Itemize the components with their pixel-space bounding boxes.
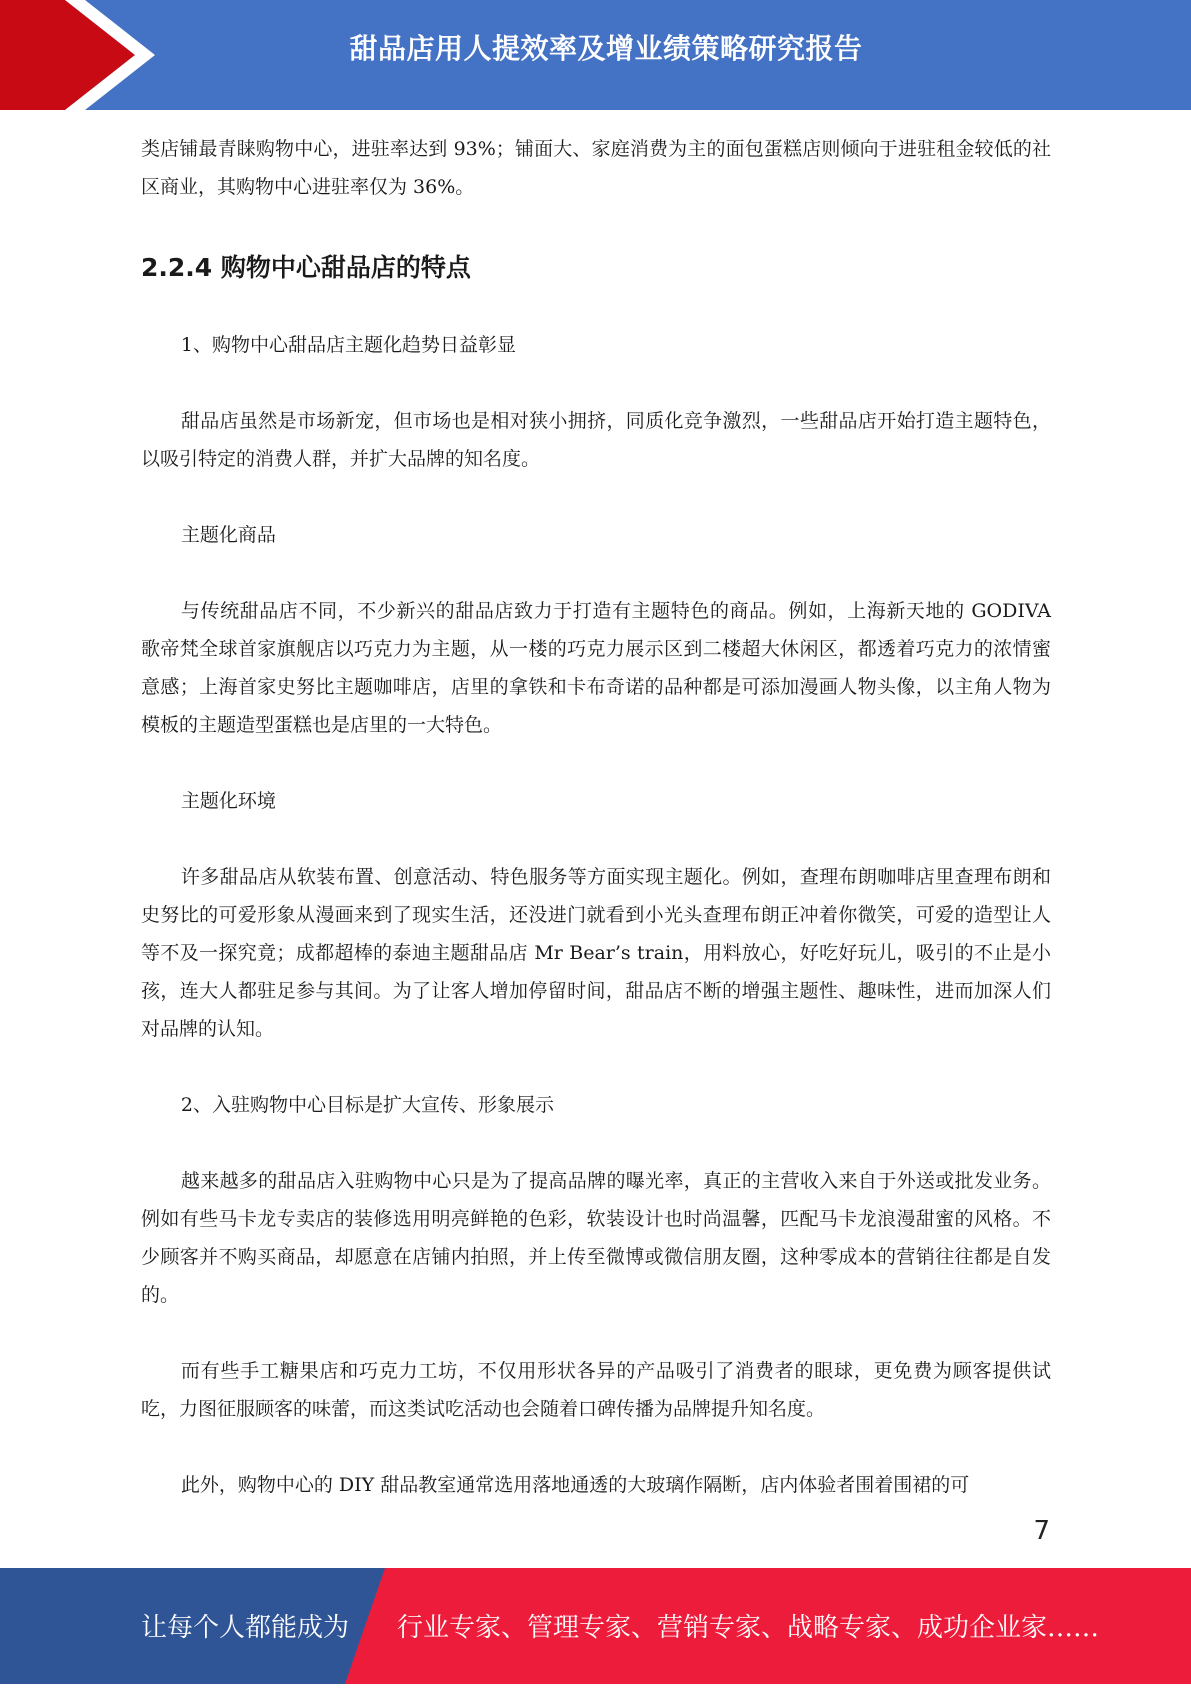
sub1-title: 主题化商品: [180, 524, 276, 546]
sub1-paragraph: 与传统甜品店不同，不少新兴的甜品店致力于打造有主题特色的商品。例如，上海新天地的 GODIVA 歌帝梵全球首家旗舰店以巧克力为主题，从一楼的巧克力展示区到二楼超大休闲区，都透着巧克力的浓情蜜意感；上海首家史努比主题咖啡店，店里的拿铁和卡布奇诺的品种都是可添加漫画人物头像，以主角人物为模板的主题造型蛋糕也是店里的一大特色。: [141, 600, 1051, 736]
intro-paragraph: 类店铺最青睐购物中心，进驻率达到 93%；铺面大、家庭消费为主的面包蛋糕店则倾向于进驻租金较低的社区商业，其购物中心进驻率仅为 36%。: [141, 138, 1051, 198]
point2-title: 2、入驻购物中心目标是扩大宣传、形象展示: [180, 1094, 554, 1116]
point2-paragraph-2: 而有些手工糖果店和巧克力工坊，不仅用形状各异的产品吸引了消费者的眼球，更免费为顾客提供试吃，力图征服顾客的味蕾，而这类试吃活动也会随着口碑传播为品牌提升知名度。: [141, 1360, 1051, 1420]
page-footer-band: [0, 1568, 1191, 1684]
report-title: 甜品店用人提效率及增业绩策略研究报告: [349, 32, 863, 65]
section-heading: 2.2.4 购物中心甜品店的特点: [141, 253, 471, 282]
point1-title: 1、购物中心甜品店主题化趋势日益彰显: [180, 334, 516, 356]
page-number: 7: [1033, 1516, 1050, 1546]
page-header-band: [0, 0, 1191, 110]
sub2-paragraph: 许多甜品店从软装布置、创意活动、特色服务等方面实现主题化。例如，查理布朗咖啡店里查理布朗和史努比的可爱形象从漫画来到了现实生活，还没进门就看到小光头查理布朗正冲着你微笑，可爱的造型让人等不及一探究竟；成都超棒的泰迪主题甜品店 Mr Bear’s train，用料放心，好吃好玩儿，吸引的不止是小孩，连大人都驻足参与其间。为了让客人增加停留时间，甜品店不断的增强主题性、趣味性，进而加深人们对品牌的认知。: [141, 866, 1051, 1040]
point2-paragraph-1: 越来越多的甜品店入驻购物中心只是为了提高品牌的曝光率，真正的主营收入来自于外送或批发业务。例如有些马卡龙专卖店的装修选用明亮鲜艳的色彩，软装设计也时尚温馨，匹配马卡龙浪漫甜蜜的风格。不少顾客并不购买商品，却愿意在店铺内拍照，并上传至微博或微信朋友圈，这种零成本的营销往往都是自发的。: [141, 1170, 1051, 1306]
point2-paragraph-3: 此外，购物中心的 DIY 甜品教室通常选用落地通透的大玻璃作隔断，店内体验者围着围裙的可: [180, 1474, 970, 1496]
footer-slogan-left: 让每个人都能成为: [141, 1613, 350, 1643]
footer-slogan-right: 行业专家、管理专家、营销专家、战略专家、成功企业家……: [397, 1613, 1100, 1643]
point1-paragraph: 甜品店虽然是市场新宠，但市场也是相对狭小拥挤，同质化竞争激烈，一些甜品店开始打造主题特色，以吸引特定的消费人群，并扩大品牌的知名度。: [141, 410, 1051, 470]
sub2-title: 主题化环境: [180, 790, 276, 812]
document-body: [141, 130, 1051, 1504]
